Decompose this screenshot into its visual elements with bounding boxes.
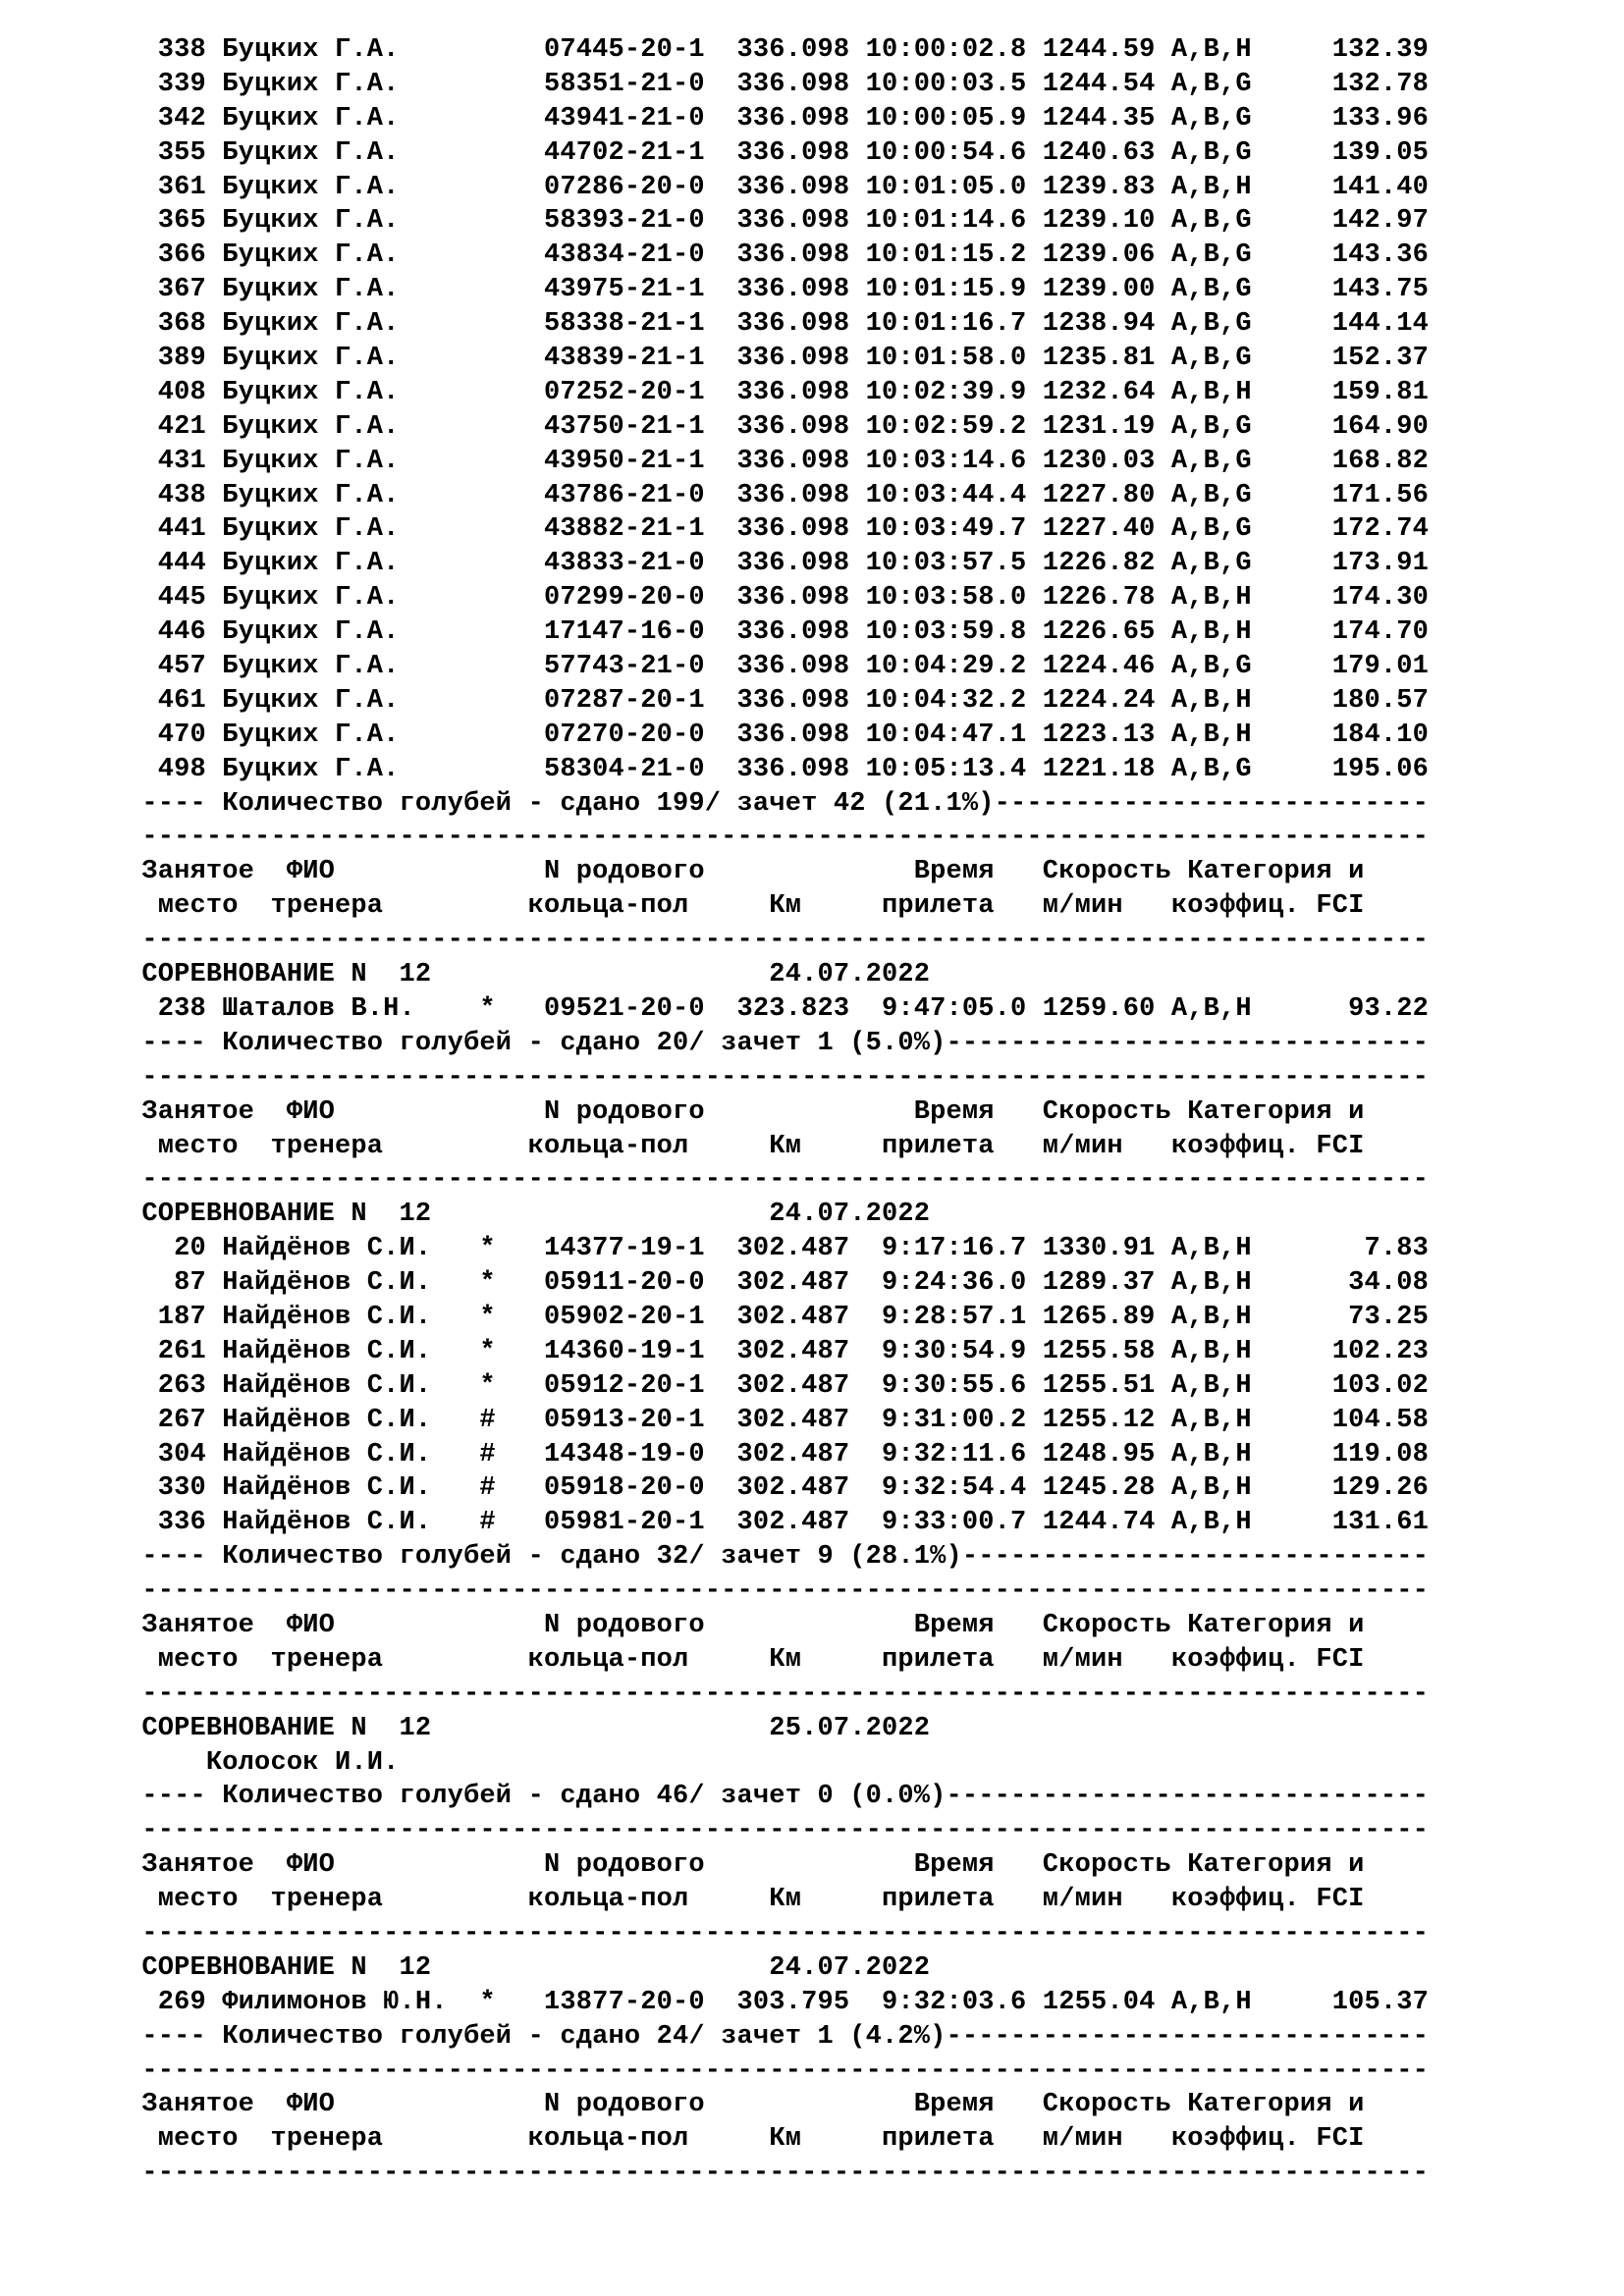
- separator-line: --------------------------------------------------------------------------------: [126, 1062, 1429, 1093]
- separator-line: --------------------------------------------------------------------------------: [126, 2056, 1429, 2086]
- result-row: 438 Буцких Г.А. 43786-21-0 336.098 10:03:44.4 1227.80 A,B,G 171.56: [126, 480, 1429, 510]
- result-row: 408 Буцких Г.А. 07252-20-1 336.098 10:02:39.9 1232.64 A,B,H 159.81: [126, 377, 1429, 407]
- result-row: 339 Буцких Г.А. 58351-21-0 336.098 10:00:03.5 1244.54 A,B,G 132.78: [126, 69, 1429, 99]
- result-row: 445 Буцких Г.А. 07299-20-0 336.098 10:03:58.0 1226.78 A,B,H 174.30: [126, 583, 1429, 614]
- result-row: 187 Найдёнов С.И. * 05902-20-1 302.487 9:28:57.1 1265.89 A,B,H 73.25: [126, 1302, 1429, 1332]
- result-row: 238 Шаталов В.Н. * 09521-20-0 323.823 9:47:05.0 1259.60 A,B,H 93.22: [126, 993, 1429, 1024]
- result-row: 342 Буцких Г.А. 43941-21-0 336.098 10:00:05.9 1244.35 A,B,G 133.96: [126, 103, 1429, 133]
- result-row: 366 Буцких Г.А. 43834-21-0 336.098 10:01:15.2 1239.06 A,B,G 143.36: [126, 240, 1429, 271]
- competition-header: СОРЕВНОВАНИЕ N 12 24.07.2022: [126, 960, 931, 990]
- result-row: 498 Буцких Г.А. 58304-21-0 336.098 10:05:13.4 1221.18 A,B,G 195.06: [126, 754, 1429, 784]
- column-header: место тренера кольца-пол Км прилета м/мин коэффиц. FCI: [126, 1644, 1365, 1675]
- separator-line: --------------------------------------------------------------------------------: [126, 1679, 1429, 1709]
- separator-line: --------------------------------------------------------------------------------: [126, 1816, 1429, 1846]
- result-row: 20 Найдёнов С.И. * 14377-19-1 302.487 9:17:16.7 1330.91 A,B,H 7.83: [126, 1234, 1429, 1264]
- result-row: 441 Буцких Г.А. 43882-21-1 336.098 10:03:49.7 1227.40 A,B,G 172.74: [126, 514, 1429, 545]
- results-printout: [126, 33, 1618, 2191]
- result-row: 457 Буцких Г.А. 57743-21-0 336.098 10:04:29.2 1224.46 A,B,G 179.01: [126, 652, 1429, 682]
- result-row: 267 Найдёнов С.И. # 05913-20-1 302.487 9:31:00.2 1255.12 A,B,H 104.58: [126, 1405, 1429, 1435]
- separator-line: --------------------------------------------------------------------------------: [126, 1576, 1429, 1607]
- separator-line: --------------------------------------------------------------------------------: [126, 823, 1429, 853]
- summary-line: ---- Количество голубей - сдано 32/ зачет 9 (28.1%)-----------------------------: [126, 1542, 1429, 1573]
- result-row: 368 Буцких Г.А. 58338-21-1 336.098 10:01:16.7 1238.94 A,B,G 144.14: [126, 309, 1429, 340]
- result-row: 263 Найдёнов С.И. * 05912-20-1 302.487 9:30:55.6 1255.51 A,B,H 103.02: [126, 1370, 1429, 1401]
- summary-line: ---- Количество голубей - сдано 20/ зачет 1 (5.0%)------------------------------: [126, 1028, 1429, 1058]
- result-row: 261 Найдёнов С.И. * 14360-19-1 302.487 9:30:54.9 1255.58 A,B,H 102.23: [126, 1336, 1429, 1366]
- result-row: 355 Буцких Г.А. 44702-21-1 336.098 10:00:54.6 1240.63 A,B,G 139.05: [126, 137, 1429, 168]
- column-header: Занятое ФИО N родового Время Скорость Категория и: [126, 2090, 1365, 2120]
- result-row: 330 Найдёнов С.И. # 05918-20-0 302.487 9:32:54.4 1245.28 A,B,H 129.26: [126, 1473, 1429, 1504]
- result-row: 470 Буцких Г.А. 07270-20-0 336.098 10:04:47.1 1223.13 A,B,H 184.10: [126, 720, 1429, 750]
- column-header: место тренера кольца-пол Км прилета м/мин коэффиц. FCI: [126, 891, 1365, 922]
- column-header: Занятое ФИО N родового Время Скорость Категория и: [126, 857, 1365, 887]
- result-row: 365 Буцких Г.А. 58393-21-0 336.098 10:01:14.6 1239.10 A,B,G 142.97: [126, 206, 1429, 237]
- result-row: 444 Буцких Г.А. 43833-21-0 336.098 10:03:57.5 1226.82 A,B,G 173.91: [126, 549, 1429, 579]
- column-header: место тренера кольца-пол Км прилета м/мин коэффиц. FCI: [126, 2124, 1365, 2155]
- summary-line: ---- Количество голубей - сдано 46/ зачет 0 (0.0%)------------------------------: [126, 1782, 1429, 1812]
- result-row: 461 Буцких Г.А. 07287-20-1 336.098 10:04:32.2 1224.24 A,B,H 180.57: [126, 685, 1429, 716]
- result-row: 304 Найдёнов С.И. # 14348-19-0 302.487 9:32:11.6 1248.95 A,B,H 119.08: [126, 1439, 1429, 1469]
- result-row: 446 Буцких Г.А. 17147-16-0 336.098 10:03:59.8 1226.65 A,B,H 174.70: [126, 617, 1429, 648]
- result-row: 431 Буцких Г.А. 43950-21-1 336.098 10:03:14.6 1230.03 A,B,G 168.82: [126, 446, 1429, 476]
- separator-line: --------------------------------------------------------------------------------: [126, 926, 1429, 956]
- result-row: 361 Буцких Г.А. 07286-20-0 336.098 10:01:05.0 1239.83 A,B,H 141.40: [126, 172, 1429, 202]
- result-row: 367 Буцких Г.А. 43975-21-1 336.098 10:01:15.9 1239.00 A,B,G 143.75: [126, 275, 1429, 305]
- column-header: Занятое ФИО N родового Время Скорость Категория и: [126, 1096, 1365, 1127]
- column-header: место тренера кольца-пол Км прилета м/мин коэффиц. FCI: [126, 1131, 1365, 1161]
- competition-header: СОРЕВНОВАНИЕ N 12 24.07.2022: [126, 1200, 931, 1230]
- result-row: Колосок И.И.: [126, 1747, 400, 1778]
- column-header: место тренера кольца-пол Км прилета м/мин коэффиц. FCI: [126, 1885, 1365, 1915]
- summary-line: ---- Количество голубей - сдано 24/ зачет 1 (4.2%)------------------------------: [126, 2021, 1429, 2052]
- result-row: 421 Буцких Г.А. 43750-21-1 336.098 10:02:59.2 1231.19 A,B,G 164.90: [126, 411, 1429, 442]
- separator-line: --------------------------------------------------------------------------------: [126, 2159, 1429, 2189]
- result-row: 338 Буцких Г.А. 07445-20-1 336.098 10:00:02.8 1244.59 A,B,H 132.39: [126, 35, 1429, 65]
- result-row: 389 Буцких Г.А. 43839-21-1 336.098 10:01:58.0 1235.81 A,B,G 152.37: [126, 344, 1429, 374]
- competition-header: СОРЕВНОВАНИЕ N 12 24.07.2022: [126, 1952, 931, 1983]
- summary-line: ---- Количество голубей - сдано 199/ зачет 42 (21.1%)---------------------------: [126, 788, 1429, 819]
- column-header: Занятое ФИО N родового Время Скорость Категория и: [126, 1610, 1365, 1640]
- separator-line: --------------------------------------------------------------------------------: [126, 1165, 1429, 1196]
- competition-header: СОРЕВНОВАНИЕ N 12 25.07.2022: [126, 1713, 931, 1743]
- result-row: 269 Филимонов Ю.Н. * 13877-20-0 303.795 9:32:03.6 1255.04 A,B,H 105.37: [126, 1987, 1429, 2017]
- result-row: 87 Найдёнов С.И. * 05911-20-0 302.487 9:24:36.0 1289.37 A,B,H 34.08: [126, 1268, 1429, 1299]
- column-header: Занятое ФИО N родового Время Скорость Категория и: [126, 1850, 1365, 1881]
- result-row: 336 Найдёнов С.И. # 05981-20-1 302.487 9:33:00.7 1244.74 A,B,H 131.61: [126, 1508, 1429, 1538]
- separator-line: --------------------------------------------------------------------------------: [126, 1918, 1429, 1949]
